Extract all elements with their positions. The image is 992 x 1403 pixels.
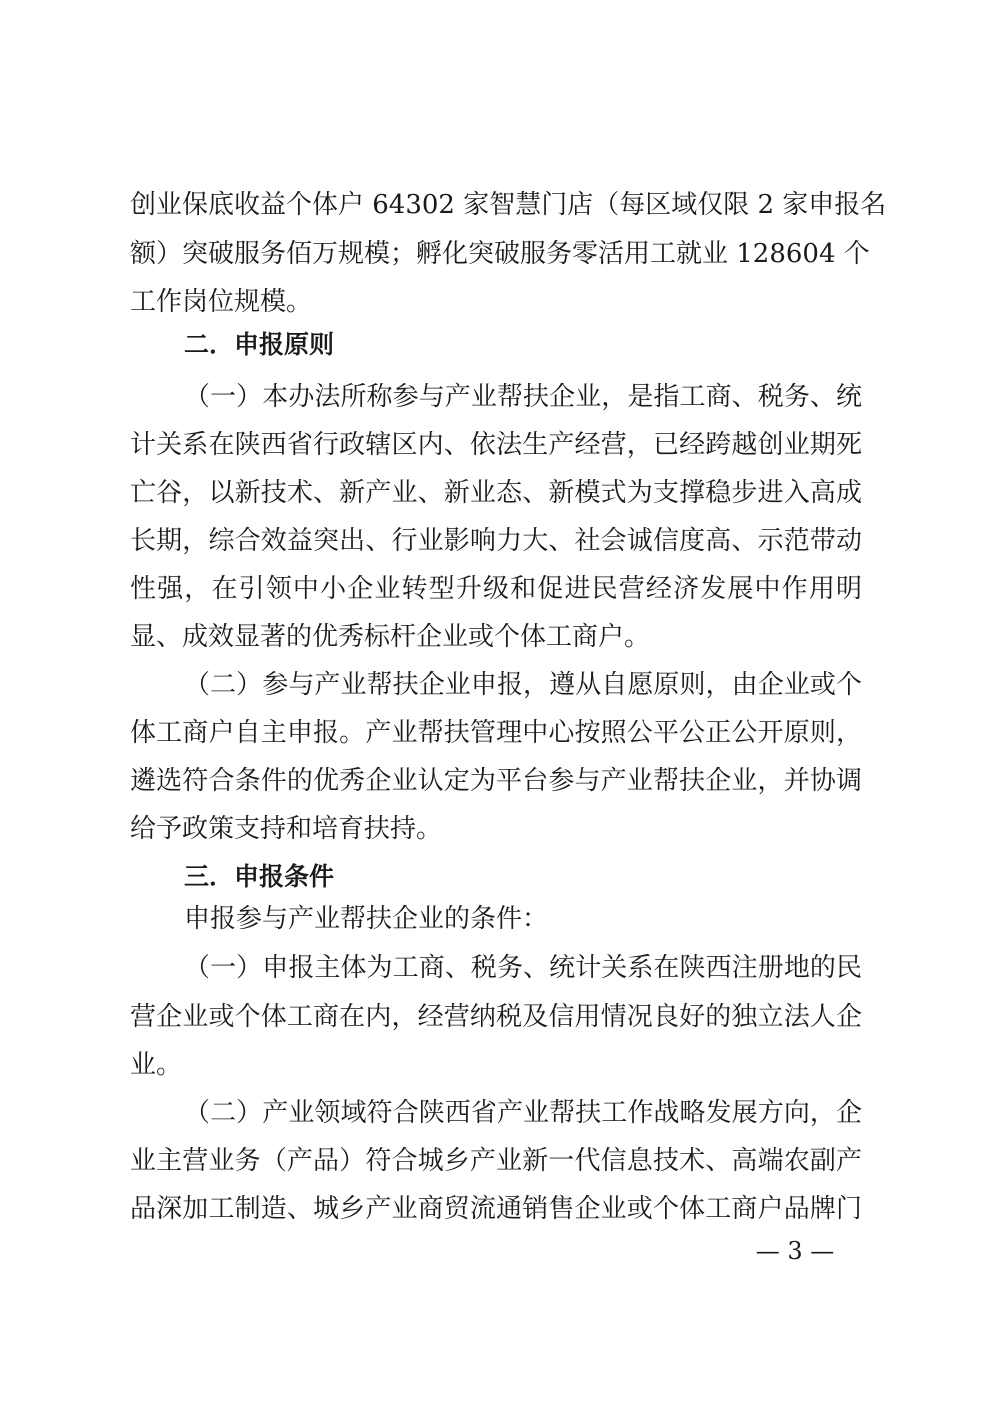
s3-p2-line-2: 业主营业务（产品）符合城乡产业新一代信息技术、高端农副产: [130, 1146, 862, 1176]
section-3-heading: 三．申报条件: [184, 862, 335, 891]
s2-p1-line-6: 显、成效显著的优秀标杆企业或个体工商户。: [130, 622, 651, 652]
s3-p2-line-1: （二）产业领域符合陕西省产业帮扶工作战略发展方向，企: [184, 1098, 862, 1128]
s3-p1-line-2: 营企业或个体工商在内，经营纳税及信用情况良好的独立法人企: [130, 1002, 862, 1032]
section-2-heading: 二．申报原则: [184, 330, 335, 359]
s2-p1-line-5: 性强，在引领中小企业转型升级和促进民营经济发展中作用明: [130, 574, 862, 604]
intro-line-3: 工作岗位规模。: [130, 287, 313, 317]
s2-p1-line-3: 亡谷，以新技术、新产业、新业态、新模式为支撑稳步进入高成: [130, 478, 862, 508]
s2-p2-line-3: 遴选符合条件的优秀企业认定为平台参与产业帮扶企业，并协调: [130, 766, 862, 796]
s3-p1-line-1: （一）申报主体为工商、税务、统计关系在陕西注册地的民: [184, 953, 862, 983]
s2-p1-line-4: 长期，综合效益突出、行业影响力大、社会诚信度高、示范带动: [130, 526, 862, 556]
s2-p2-line-4: 给予政策支持和培育扶持。: [130, 814, 443, 844]
intro-line-1: 创业保底收益个体户 64302 家智慧门店（每区域仅限 2 家申报名: [130, 190, 887, 220]
page-number: — 3 —: [755, 1237, 835, 1265]
s2-p1-line-1: （一）本办法所称参与产业帮扶企业，是指工商、税务、统: [184, 382, 862, 412]
intro-line-2: 额）突破服务佰万规模；孵化突破服务零活用工就业 128604 个: [130, 239, 870, 269]
s2-p2-line-2: 体工商户自主申报。产业帮扶管理中心按照公平公正公开原则，: [130, 718, 862, 748]
s3-p1-line-3: 业。: [130, 1050, 183, 1080]
s3-intro-line: 申报参与产业帮扶企业的条件：: [184, 904, 549, 934]
s2-p2-line-1: （二）参与产业帮扶企业申报，遵从自愿原则，由企业或个: [184, 670, 862, 700]
s2-p1-line-2: 计关系在陕西省行政辖区内、依法生产经营，已经跨越创业期死: [130, 430, 862, 460]
s3-p2-line-3: 品深加工制造、城乡产业商贸流通销售企业或个体工商户品牌门: [130, 1194, 862, 1224]
